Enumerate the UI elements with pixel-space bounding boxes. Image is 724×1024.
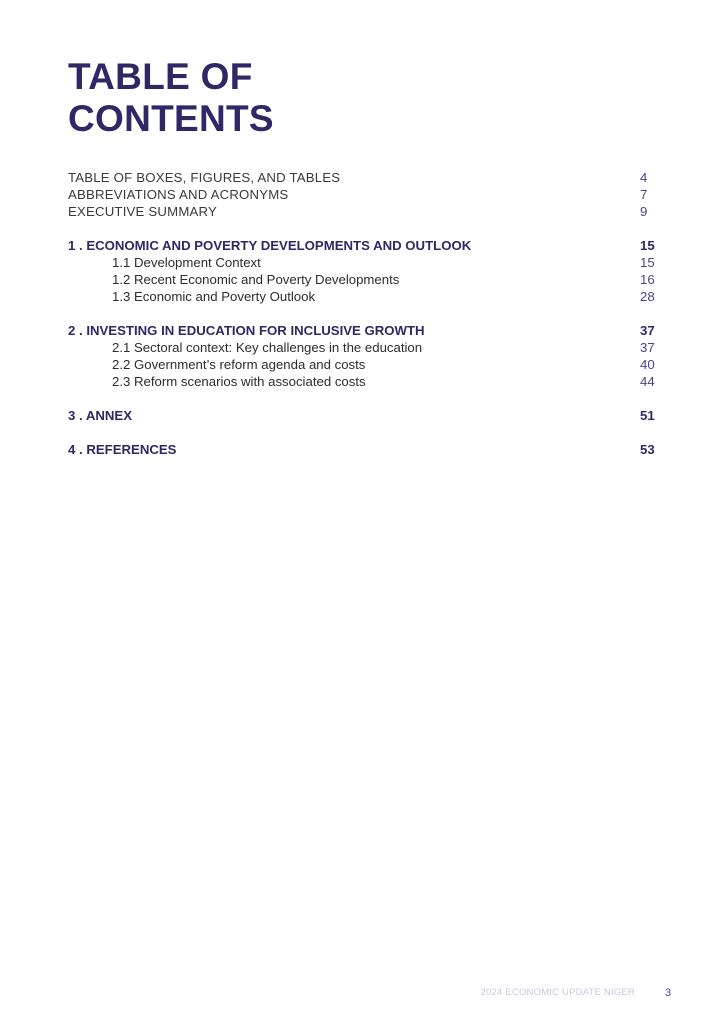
toc-entry-boxes-figures-tables[interactable] — [68, 169, 664, 186]
toc-subsection-label: 1.1 Development Context — [112, 255, 261, 270]
toc-subsection-2-3[interactable] — [68, 373, 664, 390]
toc-section-2[interactable] — [68, 322, 664, 339]
toc-subsection-1-2[interactable] — [68, 271, 664, 288]
toc-subsection-label: 2.3 Reform scenarios with associated costs — [112, 374, 366, 389]
toc-subsection-label: 2.2 Government’s reform agenda and costs — [112, 357, 366, 372]
toc-section-3[interactable] — [68, 407, 664, 424]
toc-spacer — [68, 390, 664, 407]
page-title-line-2: CONTENTS — [68, 98, 274, 139]
toc-section-4[interactable] — [68, 441, 664, 458]
toc-section-label: 2 . INVESTING IN EDUCATION FOR INCLUSIVE GROWTH — [68, 323, 425, 338]
toc-entry-page: 7 — [640, 187, 648, 202]
toc-section-page: 53 — [640, 442, 655, 457]
page-footer — [0, 986, 724, 1000]
toc-entry-abbreviations[interactable] — [68, 186, 664, 203]
toc-subsection-label: 2.1 Sectoral context: Key challenges in the education — [112, 340, 423, 355]
toc-spacer — [68, 424, 664, 441]
toc-subsection-1-3[interactable] — [68, 288, 664, 305]
toc-subsection-page: 28 — [640, 289, 655, 304]
toc-subsection-page: 44 — [640, 374, 655, 389]
toc-section-1[interactable] — [68, 237, 664, 254]
toc-entry-page: 4 — [640, 170, 648, 185]
toc-spacer — [68, 305, 664, 322]
toc-section-label: 4 . REFERENCES — [68, 442, 177, 457]
toc-entry-label: ABBREVIATIONS AND ACRONYMS — [68, 187, 289, 202]
footer-page-number: 3 — [665, 987, 672, 999]
table-of-contents — [68, 169, 664, 458]
toc-subsection-1-1[interactable] — [68, 254, 664, 271]
toc-entry-executive-summary[interactable] — [68, 203, 664, 220]
footer-publication-title: 2024 ECONOMIC UPDATE NIGER — [480, 987, 635, 998]
toc-section-label: 3 . ANNEX — [68, 408, 132, 423]
toc-subsection-page: 15 — [640, 255, 655, 270]
toc-entry-label: EXECUTIVE SUMMARY — [68, 204, 217, 219]
toc-entry-page: 9 — [640, 204, 648, 219]
toc-subsection-2-1[interactable] — [68, 339, 664, 356]
toc-section-page: 37 — [640, 323, 655, 338]
toc-section-page: 15 — [640, 238, 655, 253]
page-title-line-1: TABLE OF — [68, 56, 253, 97]
toc-section-label: 1 . ECONOMIC AND POVERTY DEVELOPMENTS AND OUTLOOK — [68, 238, 472, 253]
toc-subsection-page: 16 — [640, 272, 655, 287]
toc-subsection-page: 40 — [640, 357, 655, 372]
toc-subsection-label: 1.3 Economic and Poverty Outlook — [112, 289, 316, 304]
toc-entry-label: TABLE OF BOXES, FIGURES, AND TABLES — [68, 170, 341, 185]
page-title — [68, 56, 468, 140]
toc-subsection-page: 37 — [640, 340, 655, 355]
toc-subsection-label: 1.2 Recent Economic and Poverty Developments — [112, 272, 400, 287]
toc-subsection-2-2[interactable] — [68, 356, 664, 373]
toc-section-page: 51 — [640, 408, 655, 423]
toc-spacer — [68, 220, 664, 237]
